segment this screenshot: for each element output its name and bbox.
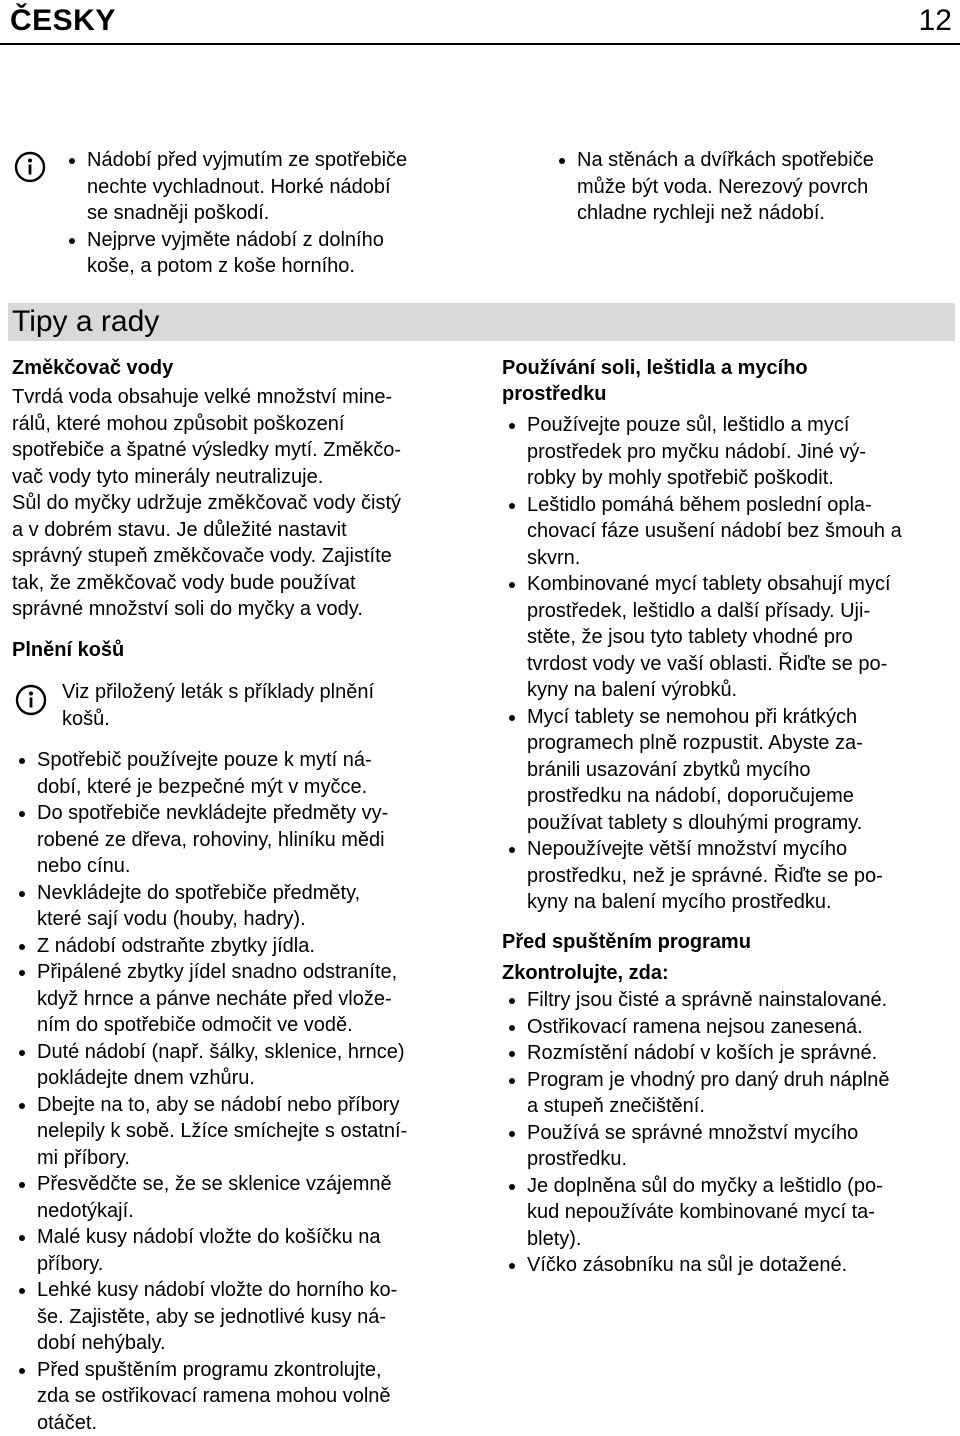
list-item: Duté nádobí (např. šálky, sklenice, hrnce) pokládejte dnem vzhůru. [18, 1039, 407, 1092]
detergent-heading: Používání soli, leštidla a mycího prostředku [502, 355, 808, 407]
loading-info-note: Viz přiložený leták s příklady plnění košů. [62, 679, 374, 732]
loading-list [18, 747, 407, 1436]
list-item: Před spuštěním programu zkontrolujte, zda se ostřikovací ramena mohou volně otáčet. [18, 1357, 407, 1436]
section-header [8, 303, 955, 341]
list-item: Rozmístění nádobí v koších je správné. [508, 1040, 889, 1067]
list-item: Z nádobí odstraňte zbytky jídla. [18, 933, 407, 960]
language-label: ČESKY [10, 3, 116, 39]
list-item: Ostřikovací ramena nejsou zanesená. [508, 1014, 889, 1041]
intro-left-list [68, 147, 407, 280]
list-item: Používejte pouze sůl, leštidlo a mycí prostředek pro myčku nádobí. Jiné vý- robky by mohly spotřebič poškodit. [508, 412, 902, 492]
list-item: Nádobí před vyjmutím ze spotřebiče nechte vychladnout. Horké nádobí se snadněji poškodí. [68, 147, 407, 227]
list-item: Spotřebič používejte pouze k mytí ná- dobí, které je bezpečné mýt v myčce. [18, 747, 407, 800]
list-item: Do spotřebiče nevkládejte předměty vy- robené ze dřeva, rohoviny, hliníku mědi nebo cínu. [18, 800, 407, 880]
softener-heading: Změkčovač vody [12, 355, 173, 382]
list-item: Kombinované mycí tablety obsahují mycí prostředek, leštidlo a další přísady. Uji- stěte, že jsou tyto tablety vhodné pro tvrdost vody ve vaší oblasti. Řiďte se po- kyny na balení výrobků. [508, 571, 902, 704]
list-item: Mycí tablety se nemohou při krátkých programech plně rozpustit. Abyste za- bránili usazování zbytků mycího prostředku na nádobí, doporučujeme používat tablety s dlouhými programy. [508, 704, 902, 837]
list-item: Používá se správné množství mycího prostředku. [508, 1120, 889, 1173]
list-item: Nepoužívejte větší množství mycího prostředku, než je správné. Řiďte se po- kyny na balení mycího prostředku. [508, 836, 902, 916]
list-item: Malé kusy nádobí vložte do košíčku na příbory. [18, 1224, 407, 1277]
list-item: Připálené zbytky jídel snadno odstraníte, když hrnce a pánve necháte před vlože- ním do spotřebiče odmočit ve vodě. [18, 959, 407, 1039]
section-title: Tipy a rady [8, 303, 955, 341]
before-start-heading: Před spuštěním programu [502, 929, 751, 956]
page-number: 12 [919, 3, 952, 39]
list-item: Na stěnách a dvířkách spotřebiče může být voda. Nerezový povrch chladne rychleji než nádobí. [558, 147, 874, 227]
info-icon [15, 684, 47, 716]
list-item: Filtry jsou čisté a správně nainstalované. [508, 987, 889, 1014]
list-item: Dbejte na to, aby se nádobí nebo příbory nelepily k sobě. Lžíce smíchejte s ostatní- mi příbory. [18, 1092, 407, 1172]
intro-right-list [558, 147, 874, 227]
list-item: Program je vhodný pro daný druh náplně a stupeň znečištění. [508, 1067, 889, 1120]
list-item: Přesvědčte se, že se sklenice vzájemně nedotýkají. [18, 1171, 407, 1224]
loading-heading: Plnění košů [12, 637, 124, 664]
list-item: Je doplněna sůl do myčky a leštidlo (po- kud nepoužíváte kombinované mycí ta- blety). [508, 1173, 889, 1253]
list-item: Leštidlo pomáhá během poslední opla- chovací fáze usušení nádobí bez šmouh a skvrn. [508, 492, 902, 572]
detergent-list [508, 412, 902, 916]
info-icon [14, 151, 46, 183]
list-item: Lehké kusy nádobí vložte do horního ko- še. Zajistěte, aby se jednotlivé kusy ná- dobí nehýbaly. [18, 1277, 407, 1357]
list-item: Víčko zásobníku na sůl je dotažené. [508, 1252, 889, 1279]
list-item: Nejprve vyjměte nádobí z dolního koše, a potom z koše horního. [68, 227, 407, 280]
list-item: Nevkládejte do spotřebiče předměty, které sají vodu (houby, hadry). [18, 880, 407, 933]
softener-paragraph: Tvrdá voda obsahuje velké množství mine- rálů, které mohou způsobit poškození spotřebiče a špatné výsledky mytí. Změkčo- vač vody tyto minerály neutralizuje. Sůl do myčky udržuje změkčovač vody čistý a v dobrém stavu. Je důležité nastavit správný stupeň změkčovače vody. Zajistíte tak, že změkčovač vody bude používat správné množství soli do myčky a vody. [12, 384, 401, 623]
before-start-list [508, 987, 889, 1279]
before-start-subheading: Zkontrolujte, zda: [502, 960, 669, 987]
header-divider [0, 43, 960, 45]
